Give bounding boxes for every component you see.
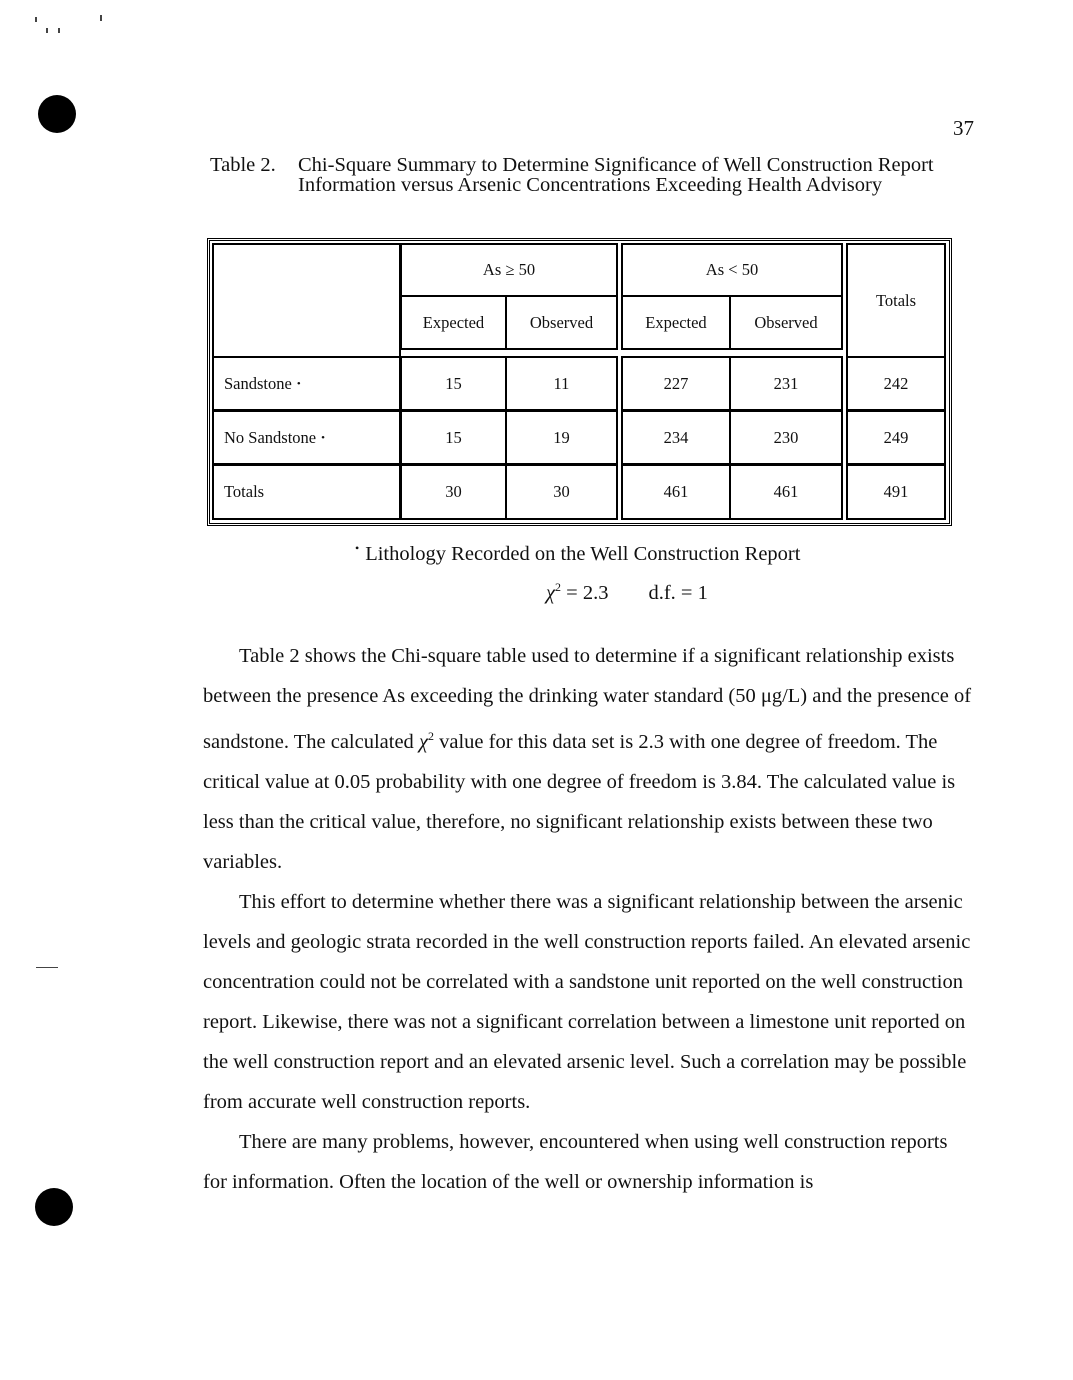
scan-speck [36, 967, 58, 968]
body-text [203, 636, 973, 1202]
paragraph: There are many problems, however, encountered when using well construction reports for information. Often the location of the well or ownership information is [203, 1130, 948, 1193]
cell-value: 15 [445, 373, 462, 393]
cell-value: 230 [773, 427, 799, 447]
sub-header-label: Observed [529, 312, 594, 332]
sub-header-expected [621, 295, 731, 350]
cell-value: 491 [883, 482, 909, 501]
paragraph-text: value for this data set is 2.3 with one degree of freedom. The critical value at 0.05 probability with one degree of freedom is 3.84. The calculated value is less than the critical value, therefore, no significant relationship exists between these two variables. [203, 730, 956, 873]
row-label: Sandstone [224, 373, 292, 393]
totals-header [846, 243, 946, 358]
group-header-as-ge-50 [400, 243, 618, 297]
sub-header-label: Observed [754, 312, 818, 332]
chi-exponent: 2 [427, 729, 434, 743]
paragraph [203, 636, 973, 882]
row-marker: • [296, 377, 301, 390]
cell-value: 461 [773, 482, 799, 501]
row-total-cell [846, 356, 946, 411]
table-cell [400, 410, 507, 465]
table-cell [729, 464, 843, 520]
chi-exponent: 2 [555, 580, 562, 594]
cell-value: 249 [883, 427, 909, 447]
table-cell [729, 356, 843, 411]
table-cell [621, 464, 731, 520]
group-header-label: As < 50 [705, 260, 759, 279]
scan-speck [100, 15, 102, 21]
row-label: Totals [224, 482, 265, 501]
paragraph: This effort to determine whether there was a significant relationship between the arsenic levels and geologic strata recorded in the well construction reports failed. An elevated arsenic concentration could not be correlated with a sandstone unit reported on the well construction report. Likewise, there was not a significant correlation between a limestone unit reported on the well construction report and an elevated arsenic level. Such a correlation may be possible from accurate well construction reports. [203, 890, 971, 1113]
table-cell [505, 464, 618, 520]
sub-header-expected [400, 295, 507, 350]
page-number: 37 [953, 116, 974, 140]
table-cell [505, 410, 618, 465]
group-header-as-lt-50 [621, 243, 843, 297]
cell-value: 234 [663, 427, 689, 447]
table-cell [400, 464, 507, 520]
chi-symbol: χ [546, 581, 556, 604]
punch-hole-bottom [35, 1188, 73, 1226]
group-header-label: As ≥ 50 [482, 260, 536, 279]
sub-header-label: Expected [645, 312, 707, 332]
paragraph-text: Table 2 shows the Chi-square table used to determine if a significant relationship exists between the presence As exceeding the drinking water standard (50 μg/L) and the presence of sandstone. The calculated [203, 645, 972, 753]
punch-hole-top [38, 95, 76, 133]
sub-header-label: Expected [422, 312, 485, 332]
footnote-text: Lithology Recorded on the Well Construction Report [365, 542, 801, 565]
row-total-cell [846, 410, 946, 465]
sub-header-observed [729, 295, 843, 350]
table-cell [505, 356, 618, 411]
table-cell [400, 356, 507, 411]
row-label-sandstone [212, 356, 401, 411]
cell-value: 461 [663, 482, 689, 501]
chi-square-table [207, 238, 952, 526]
chi-value: = 2.3 [561, 581, 609, 604]
cell-value: 231 [773, 373, 799, 393]
row-label-no-sandstone [212, 410, 401, 465]
table-footnote [355, 541, 800, 566]
row-label-totals [212, 464, 401, 520]
cell-value: 227 [663, 373, 689, 393]
sub-header-observed [505, 295, 618, 350]
row-label: No Sandstone [224, 427, 317, 447]
caption-text: Chi-Square Summary to Determine Significance of Well Construction Report Information versus Arsenic Concentrations Exceeding Health Advisory [298, 154, 934, 196]
scan-speck [35, 17, 37, 22]
cell-value: 19 [553, 427, 570, 447]
cell-value: 30 [445, 482, 462, 501]
footnote-marker: • [355, 541, 360, 555]
cell-value: 242 [883, 373, 909, 393]
table-cell [621, 356, 731, 411]
cell-value: 11 [553, 373, 570, 393]
table-cell [621, 410, 731, 465]
totals-header-label: Totals [875, 290, 917, 310]
chi-square-result [546, 580, 708, 605]
scan-speck [46, 28, 48, 33]
table-corner-cell [212, 243, 401, 358]
cell-value: 15 [445, 427, 462, 447]
caption-label: Table 2. [210, 154, 276, 176]
table-cell [729, 410, 843, 465]
degrees-of-freedom: d.f. = 1 [648, 581, 708, 604]
chi-symbol: χ [418, 730, 428, 753]
row-marker: • [321, 431, 325, 444]
cell-value: 30 [553, 482, 570, 501]
scan-speck [58, 28, 60, 33]
row-total-cell [846, 464, 946, 520]
